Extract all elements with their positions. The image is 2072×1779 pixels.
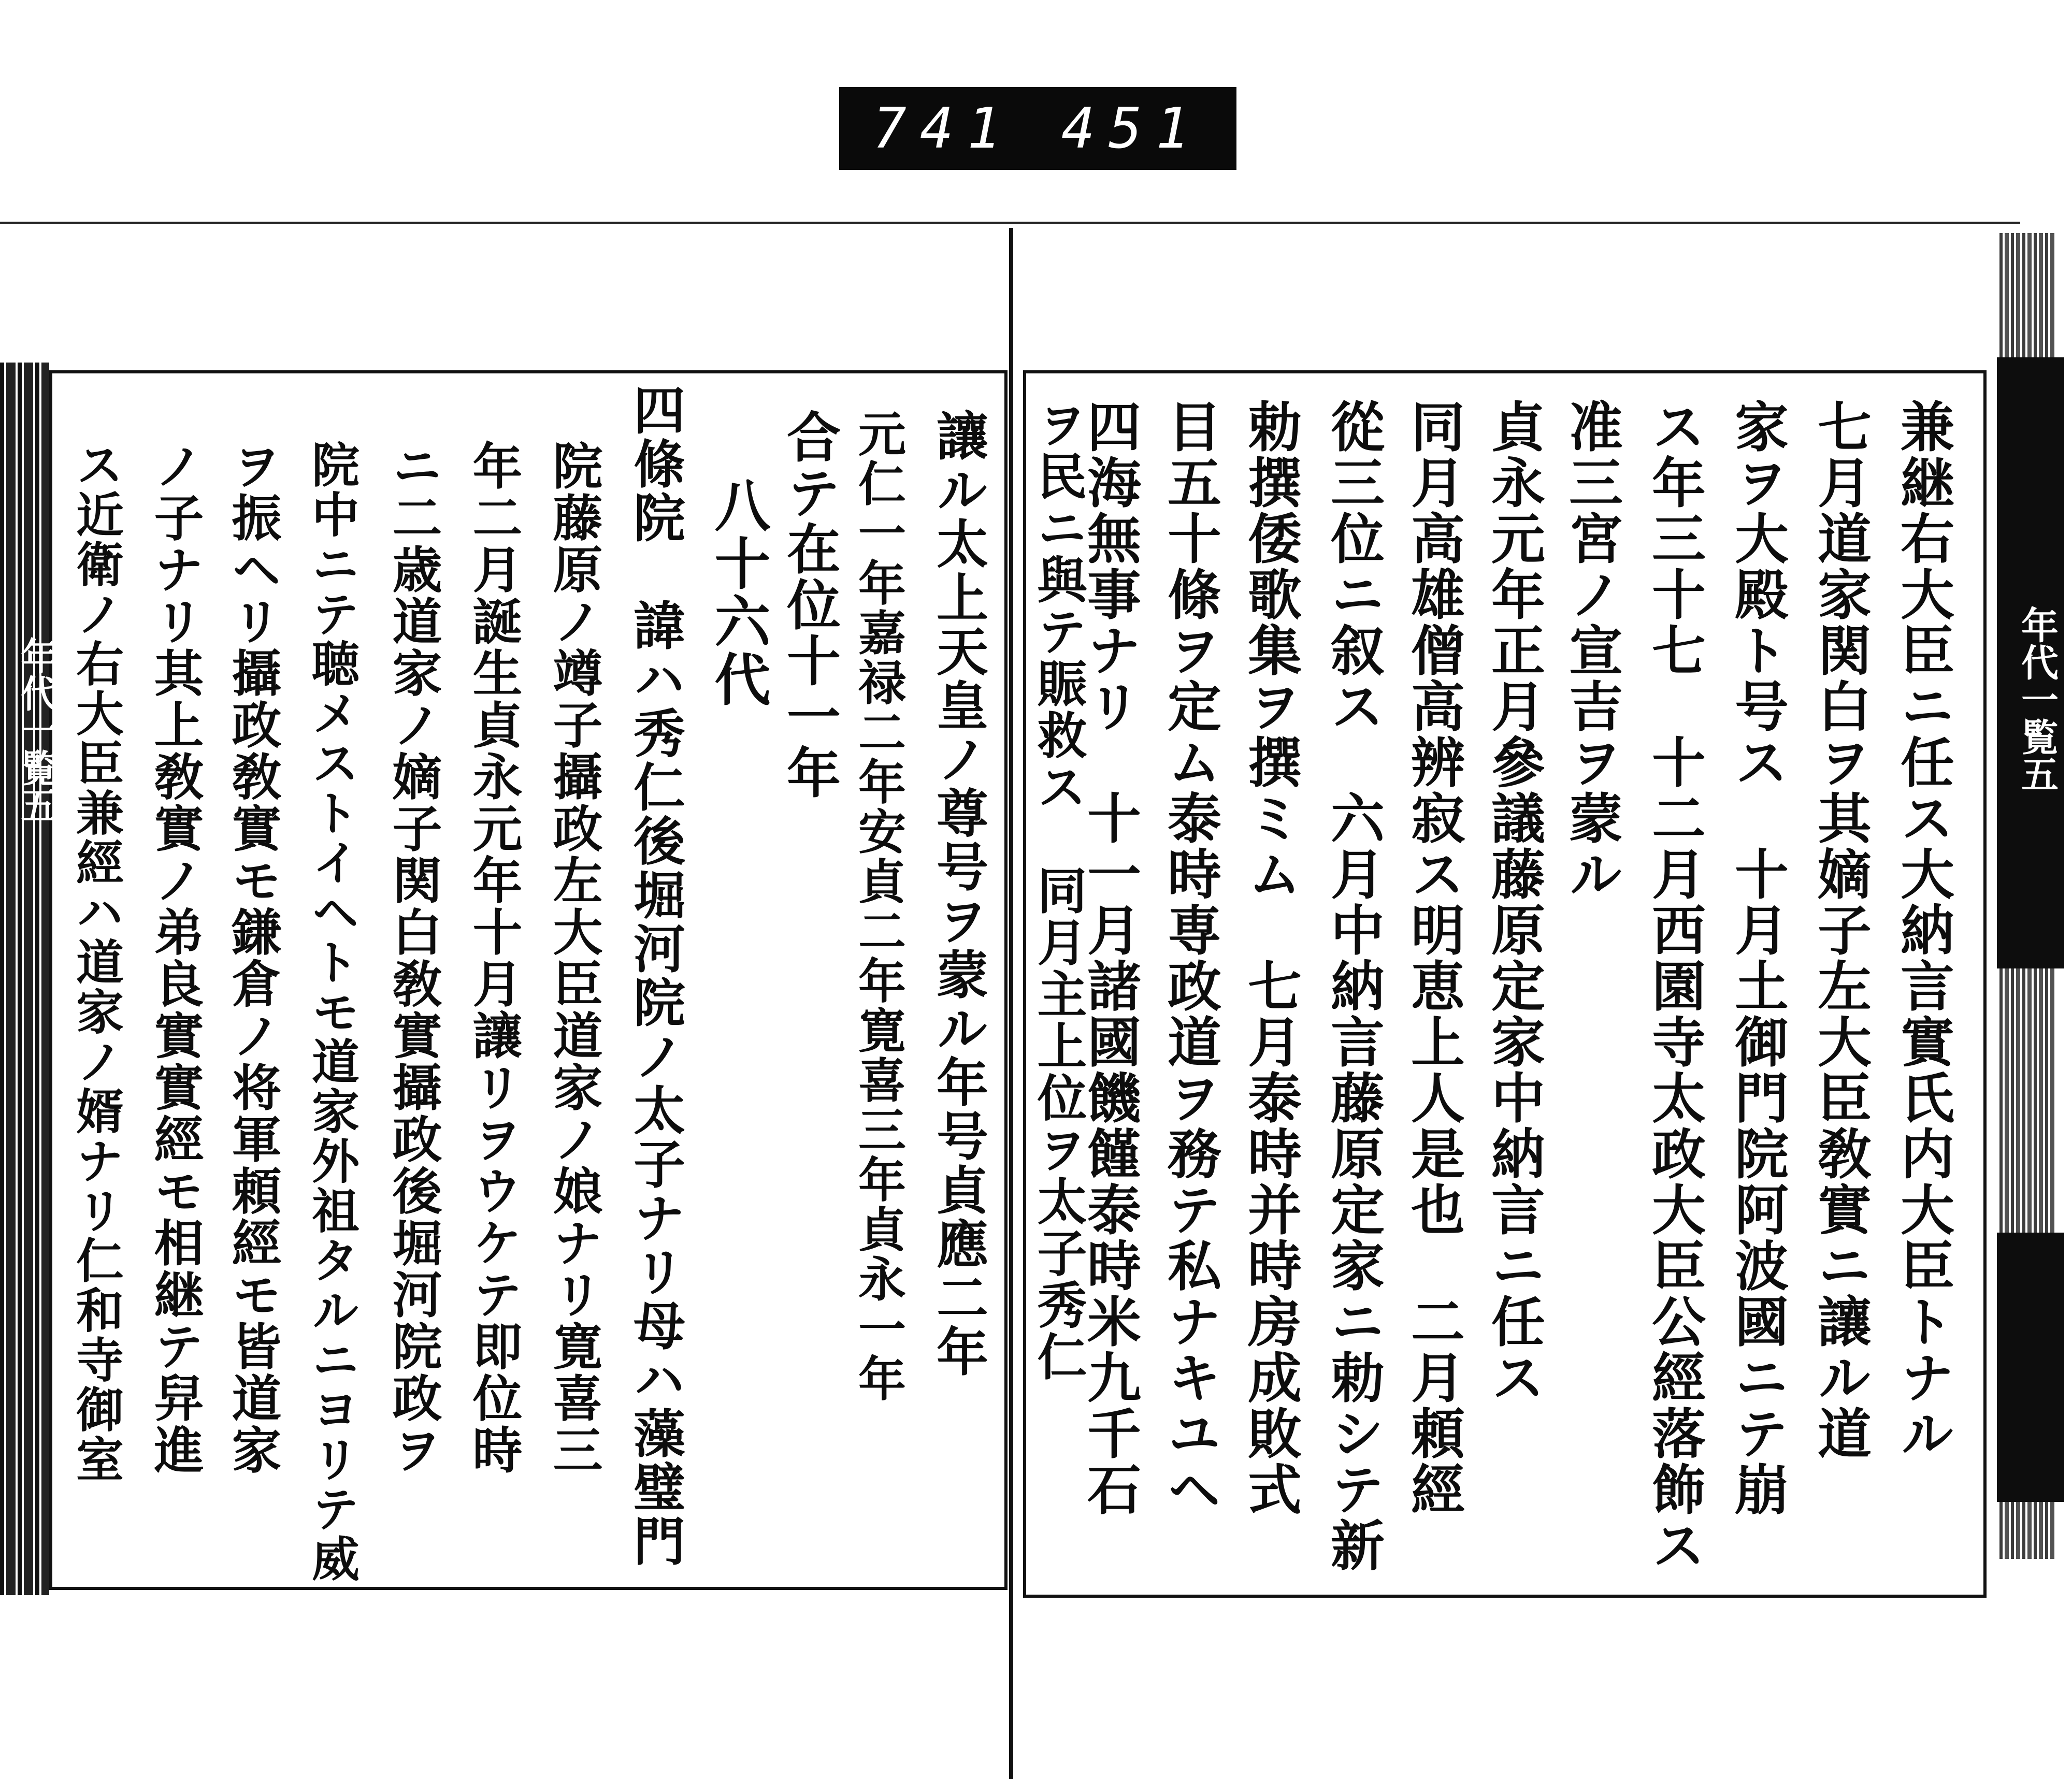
right-col-10: 目五十條ヲ定ム泰時専政道ヲ務テ私ナキユヘ xyxy=(1158,399,1222,1517)
archive-label: 741 451 xyxy=(839,87,1236,170)
left-col-1: 讓ル太上天皇ノ尊号ヲ蒙ル年号貞應二年 xyxy=(928,409,989,1379)
right-col-6: 貞永元年正月參議藤原定家中納言ニ任ス xyxy=(1482,399,1546,1406)
reign-heading: 八十六代 xyxy=(705,476,770,708)
left-col-6: 院藤原ノ竴子攝政左大臣道家ノ娘ナリ寛喜三 xyxy=(545,440,603,1476)
right-col-11: 四海無事ナリ 十一月諸國饑饉泰時米九千石 xyxy=(1078,399,1142,1517)
right-col-4: ス年三十七 十二月西園寺太政大臣公經落飾ス xyxy=(1643,399,1706,1573)
left-col-3: 合テ在位十一年 xyxy=(778,409,841,801)
left-col-2: 元仁一年嘉禄二年安貞二年寛喜三年貞永一年 xyxy=(851,409,906,1404)
right-margin-title: 年代一覧五 xyxy=(2015,606,2059,792)
right-col-3: 家ヲ大殿ト号ス 十月土御門院阿波國ニテ崩 xyxy=(1725,399,1789,1517)
book-gutter xyxy=(1009,228,1013,1779)
right-col-8: 從三位ニ叙ス 六月中納言藤原定家ニ勅シテ新 xyxy=(1321,399,1385,1573)
right-col-1: 兼継右大臣ニ任ス大納言實氏内大臣トナル xyxy=(1891,399,1955,1462)
left-col-7: 年二月誕生貞永元年十月讓リヲウケテ即位時 xyxy=(465,440,523,1476)
top-rule xyxy=(0,222,2020,224)
left-col-11: ノ子ナリ其上敎實ノ弟良實實經モ相継テ舁進 xyxy=(146,440,205,1476)
right-col-5: 准三宮ノ宣吉ヲ蒙ル xyxy=(1560,399,1623,902)
right-col-7: 同月高雄僧高辨寂ス明恵上人是也 二月頼經 xyxy=(1402,399,1465,1517)
right-col-12: ヲ民ニ與テ賑救ス 同月主上位ヲ太子秀仁 xyxy=(1029,399,1088,1383)
right-edge-shadow-lower xyxy=(1997,1233,2064,1502)
left-margin-title: 年代一覧五 xyxy=(15,637,59,823)
left-col-12: ス近衛ノ右大臣兼經ハ道家ノ婿ナリ仁和寺御室 xyxy=(68,440,124,1484)
left-col-10: ヲ振ヘリ攝政敎實モ鎌倉ノ将軍頼經モ皆道家 xyxy=(224,440,282,1476)
left-col-8: ニ二歳道家ノ嫡子関白敎實攝政後堀河院政ヲ xyxy=(384,440,443,1476)
right-col-9: 勅撰倭歌集ヲ撰ミム 七月泰時并時房成敗式 xyxy=(1239,399,1302,1517)
left-page-edge xyxy=(0,363,49,1595)
right-col-2: 七月道家関白ヲ其嫡子左大臣敎實ニ讓ル道 xyxy=(1808,399,1872,1462)
left-col-5: 四條院 諱ハ秀仁後堀河院ノ太子ナリ母ハ藻璧門 xyxy=(625,383,686,1568)
left-col-9: 院中ニテ聴メストイヘトモ道家外祖タルニヨリテ威 xyxy=(304,440,360,1584)
